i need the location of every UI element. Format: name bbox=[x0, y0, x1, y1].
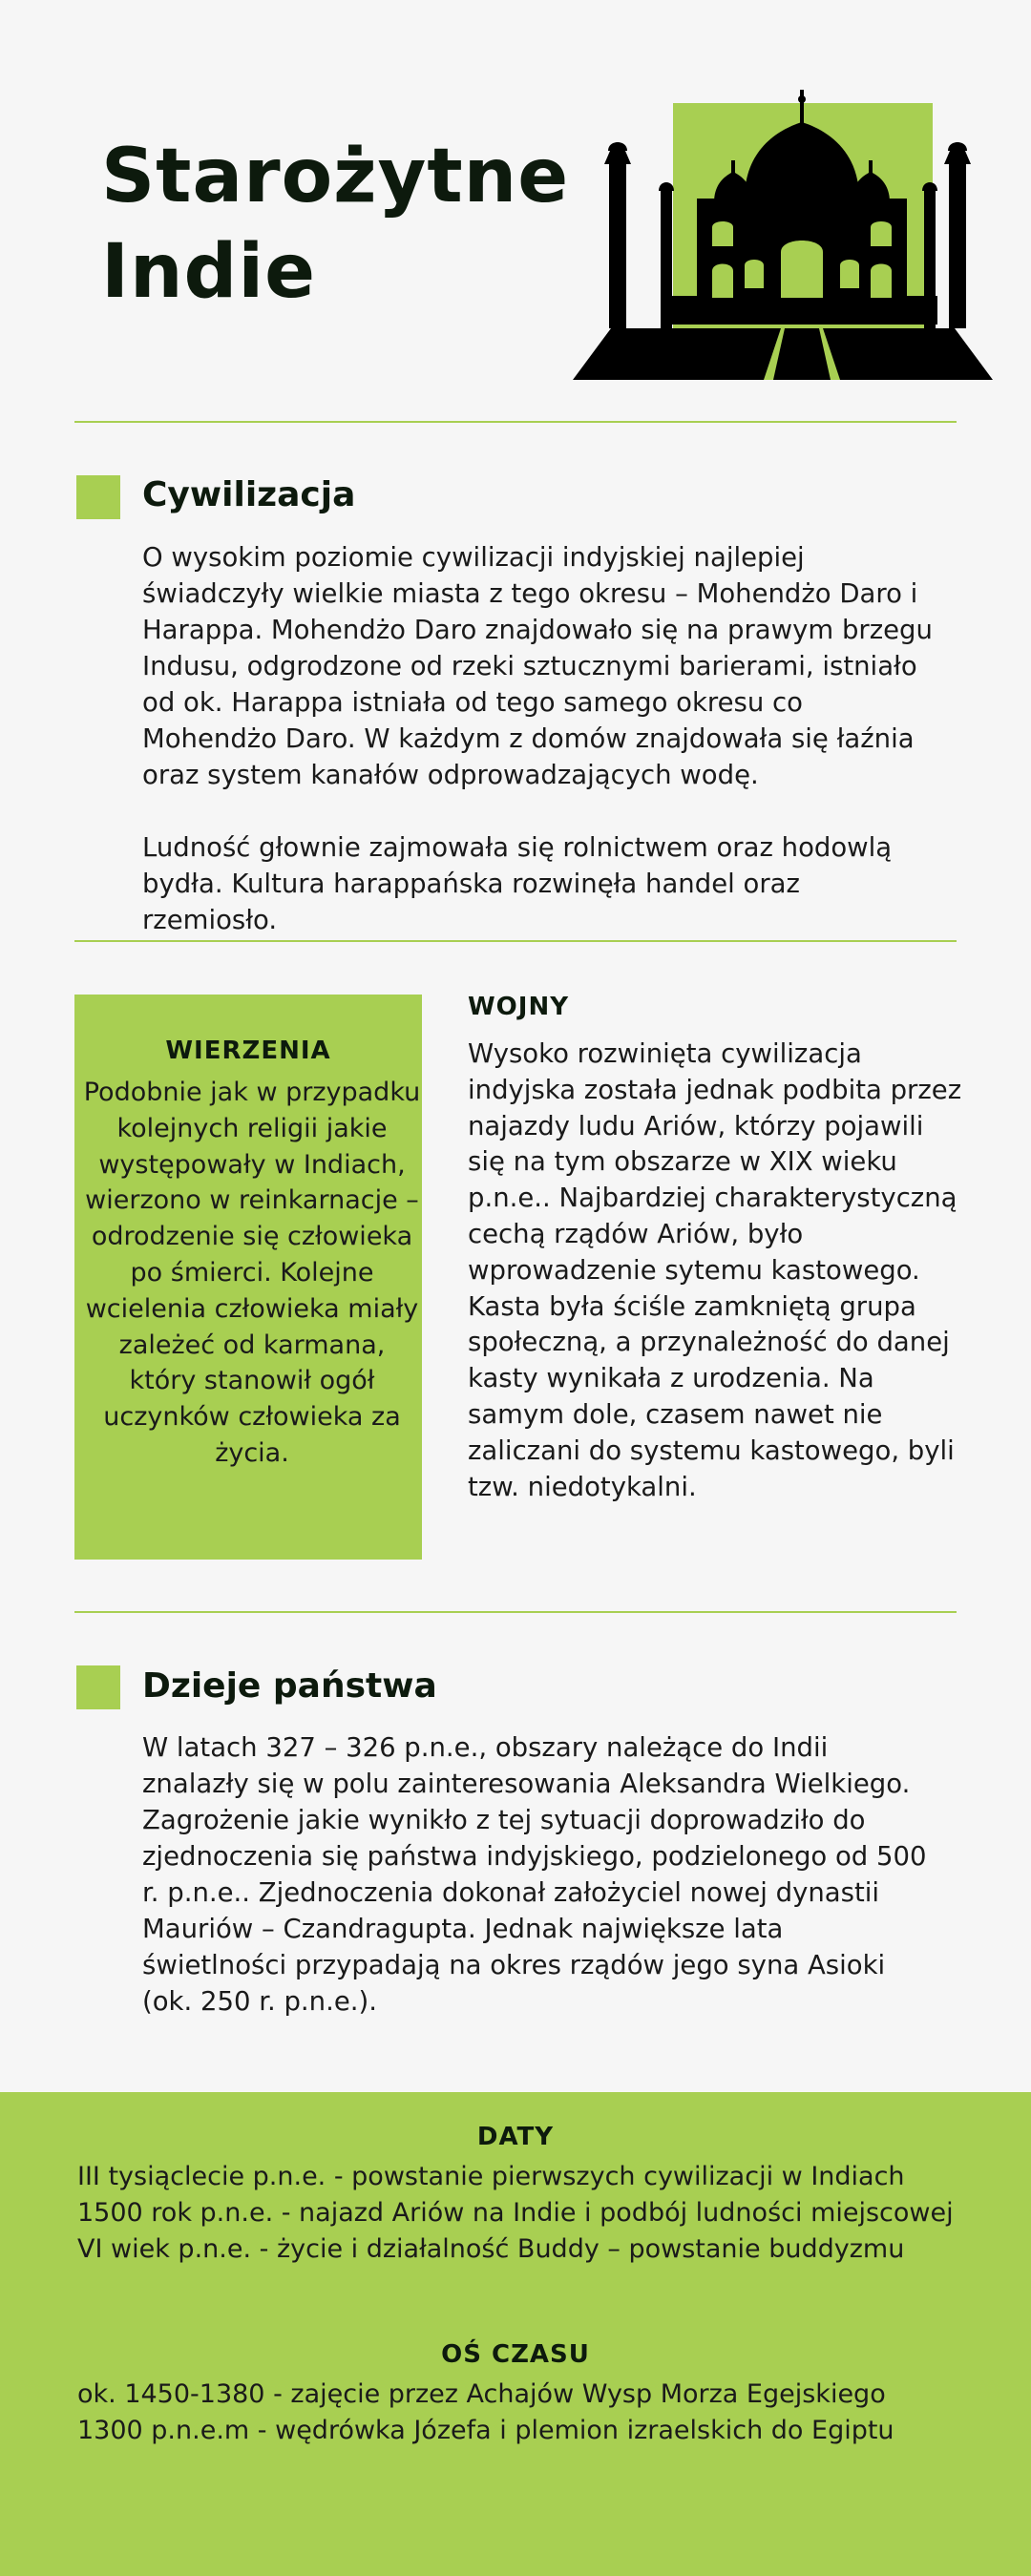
os-czasu-list bbox=[0, 2377, 1031, 2449]
os-czasu-item: ok. 1450-1380 - zajęcie przez Achajów Wysp Morza Egejskiego bbox=[77, 2379, 886, 2409]
section-marker bbox=[76, 1665, 120, 1709]
section-heading-dzieje: Dzieje państwa bbox=[142, 1666, 437, 1706]
daty-item: VI wiek p.n.e. - życie i działalność Buddy – powstanie buddyzmu bbox=[77, 2234, 905, 2264]
os-czasu-heading: OŚ CZASU bbox=[441, 2340, 590, 2369]
divider bbox=[74, 940, 957, 942]
wierzenia-heading: WIERZENIA bbox=[165, 1037, 331, 1065]
daty-heading: DATY bbox=[476, 2123, 555, 2151]
dates-band bbox=[0, 2092, 1031, 2576]
wierzenia-text: Podobnie jak w przypadku kolejnych religii jakie występowały w Indiach, wierzono w reinkarnacje – odrodzenie się człowieka po śmierci. Kolejne wcielenia człowieka miały zależeć od karmana, który stanowił ogół uczynków człowieka za życia. bbox=[83, 1078, 421, 1468]
title-line-2: Indie bbox=[101, 229, 317, 315]
divider bbox=[74, 421, 957, 423]
cywilizacja-paragraph-2: Ludność głownie zajmowała się rolnictwem oraz hodowlą bydła. Kultura harappańska rozwinęła handel oraz rzemiosło. bbox=[142, 832, 893, 935]
page-title bbox=[101, 129, 598, 320]
daty-item: III tysiąclecie p.n.e. - powstanie pierwszych cywilizacji w Indiach bbox=[77, 2162, 905, 2191]
dzieje-text: W latach 327 – 326 p.n.e., obszary należące do Indii znalazły się w polu zainteresowania Aleksandra Wielkiego. Zagrożenie jakie wynikło z tej sytuacji doprowadziło do zjednoczenia się państwa indyjskiego, podzielonego od 500 r. p.n.e.. Zjednoczenia dokonał założyciel nowej dynastii Mauriów – Czandragupta. Jednak największe lata świetlności przypadają na okres rządów jego syna Asioki (ok. 250 r. p.n.e.). bbox=[142, 1732, 927, 2017]
taj-mahal-silhouette-icon bbox=[573, 84, 993, 387]
wierzenia-box bbox=[74, 995, 422, 1560]
title-line-1: Starożytne bbox=[101, 134, 570, 220]
divider bbox=[74, 1611, 957, 1613]
cywilizacja-text bbox=[142, 539, 935, 938]
daty-item: 1500 rok p.n.e. - najazd Ariów na Indie i podbój ludności miejscowej bbox=[77, 2198, 954, 2228]
wojny-heading: WOJNY bbox=[468, 993, 570, 1021]
daty-list bbox=[0, 2159, 1031, 2268]
section-heading-cywilizacja: Cywilizacja bbox=[142, 475, 356, 514]
cywilizacja-paragraph-1: O wysokim poziomie cywilizacji indyjskiej najlepiej świadczyły wielkie miasta z tego okresu – Mohendżo Daro i Harappa. Mohendżo Daro znajdowało się na prawym brzegu Indusu, odgrodzone od rzeki sztucznymi barierami, istniało od ok. Harappa istniała od tego samego okresu co Mohendżo Daro. W każdym z domów znajdowała się łaźnia oraz system kanałów odprowadzających wodę. bbox=[142, 542, 933, 790]
section-marker bbox=[76, 475, 120, 519]
wojny-text: Wysoko rozwinięta cywilizacja indyjska została jednak podbita przez najazdy ludu Ariów, którzy pojawili się na tym obszarze w XIX wieku p.n.e.. Najbardziej charakterystyczną cechą rządów Ariów, było wprowadzenie sytemu kastowego. Kasta była ściśle zamkniętą grupa społeczną, a przynależność do danej kasty wynikała z urodzenia. Na samym dole, czasem nawet nie zaliczani do systemu kastowego, byli tzw. niedotykalni. bbox=[468, 1038, 962, 1502]
os-czasu-item: 1300 p.n.e.m - wędrówka Józefa i plemion izraelskich do Egiptu bbox=[77, 2416, 894, 2445]
